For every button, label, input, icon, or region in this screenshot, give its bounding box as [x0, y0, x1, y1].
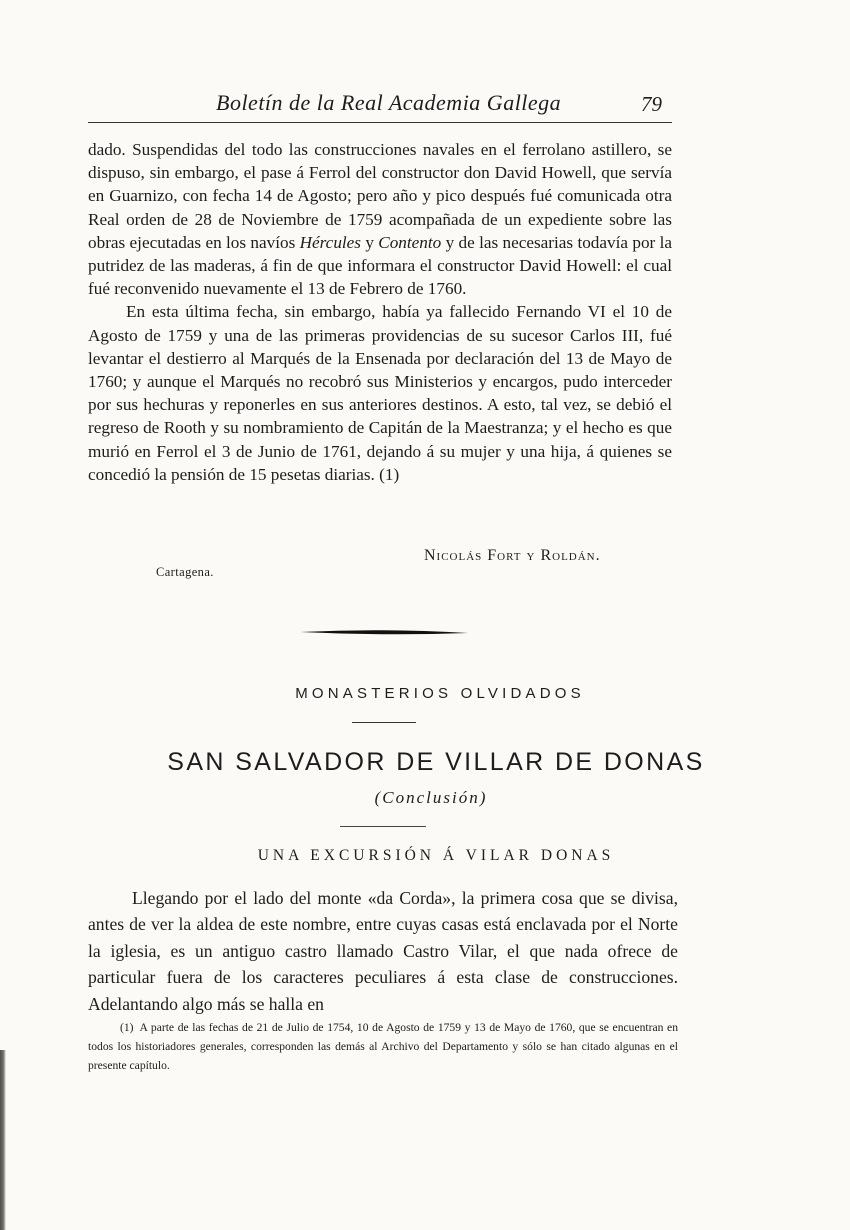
section-label: MONASTERIOS OLVIDADOS	[295, 685, 585, 702]
footnote-marker: (1)	[120, 1021, 134, 1034]
running-head	[88, 88, 670, 120]
ship-name: Contento	[378, 232, 442, 252]
header-rule	[88, 122, 672, 123]
running-title: Boletín de la Real Academia Gallega	[216, 90, 562, 115]
conjunction: y	[361, 232, 379, 252]
page-number: 79	[641, 92, 662, 116]
previous-article-text	[88, 138, 672, 486]
footnote-paragraph	[88, 1018, 678, 1075]
article-title: SAN SALVADOR DE VILLAR DE DONAS	[167, 748, 705, 776]
paragraph-text: y de las necesarias todavía por la putridez de las maderas, á fin de que informara el constructor David Howell: el cual fué reconvenido nuevamente el 13 de Febrero de 1760.	[88, 232, 672, 299]
ship-name: Hércules	[299, 232, 361, 252]
new-article-text	[88, 885, 678, 1017]
paragraph: Llegando por el lado del monte «da Corda», la primera cosa que se divisa, antes de ver la aldea de este nombre, entre cuyas casas está enclavada por el Norte la iglesia, es un antiguo castro llamado Castro Vilar, el que nada ofrece de particular fuera de los caracteres peculiares á esta clase de construcciones. Adelantando algo más se halla en	[88, 888, 678, 1014]
paragraph: En esta última fecha, sin embargo, había ya fallecido Fernando VI el 10 de Agosto de 1759 y una de las primeras providencias de su sucesor Carlos III, fué levantar el destierro al Marqués de la Ensenada por declaración del 13 de Mayo de 1760; y aunque el Marqués no recobró sus Ministerios y encargos, pudo interceder por sus hechuras y reponerles en sus anteriores destinos. A esto, tal vez, se debió el regreso de Rooth y su nombramiento de Capitán de la Maestranza; y el hecho es que murió en Ferrol el 3 de Junio de 1761, dejando á su mujer y una hija, á quienes se concedió la pensión de 15 pesetas diarias. (1)	[88, 302, 672, 484]
subsection-heading: UNA EXCURSIÓN Á VILAR DONAS	[257, 847, 615, 864]
paragraph	[88, 138, 672, 300]
footnote-text: A parte de las fechas de 21 de Julio de 1754, 10 de Agosto de 1759 y 13 de Mayo de 1760, que se encuentran en todos los historiadores generales, corresponden las demás al Archivo del Departamento y sólo se han citado algunas en el presente capítulo.	[88, 1021, 678, 1072]
section-rule	[352, 722, 416, 723]
article-subtitle: (Conclusión)	[374, 788, 488, 807]
divider-ornament	[300, 627, 468, 637]
subtitle-rule	[340, 826, 426, 827]
page-edge-shadow	[0, 1050, 6, 1230]
footnote	[88, 1018, 678, 1075]
place-line: Cartagena.	[156, 565, 214, 579]
author-signature: Nicolás Fort y Roldán.	[424, 547, 601, 564]
paragraph-text: dado. Suspendidas del todo las construcciones navales en el ferrolano astillero, se dispuso, sin embargo, el pase á Ferrol del constructor don David Howell, que servía en Guarnizo, con fecha 14 de Agosto; pero año y pico después fué comunicada otra Real orden de 28 de Noviembre de 1759 acompañada de un expediente sobre las obras ejecutadas en los navíos	[88, 140, 672, 252]
